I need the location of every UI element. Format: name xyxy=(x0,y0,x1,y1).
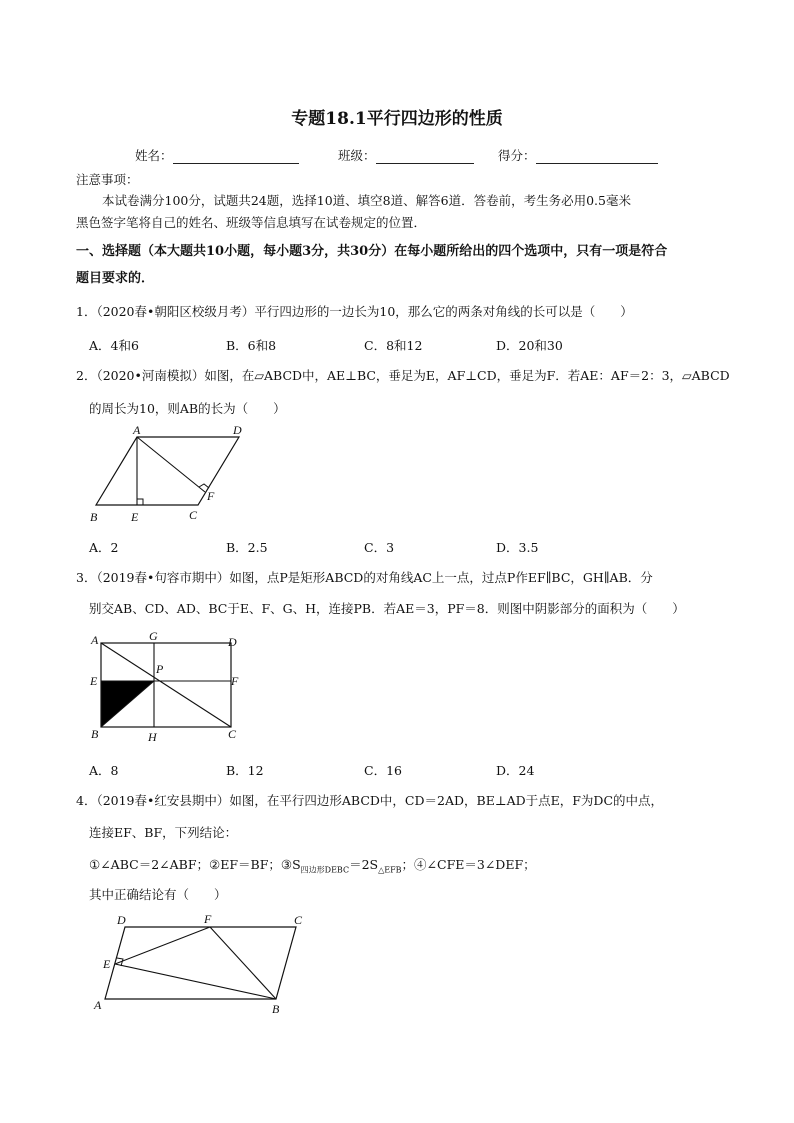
q3-option-b: B．12 xyxy=(226,763,264,778)
q4-conclusion-3-mid: ＝2S xyxy=(349,857,379,872)
q4-label-b: B xyxy=(272,1002,280,1016)
q3-figure xyxy=(82,626,252,748)
q3-label-d: D xyxy=(228,635,237,649)
q4-label-a: A xyxy=(94,998,102,1012)
score-blank xyxy=(536,149,658,164)
q1-option-b: B．6和8 xyxy=(226,338,277,353)
q4-label-f: F xyxy=(204,912,212,926)
q2-label-b: B xyxy=(90,510,98,524)
q2-label-a: A xyxy=(133,423,141,437)
q2-stem-line1: 2．（2020•河南模拟）如图，在▱ABCD中，AE⊥BC，垂足为E，AF⊥CD，垂足为F．若AE：AF＝2：3，▱ABCD xyxy=(76,368,730,383)
score-field xyxy=(498,146,658,164)
score-label: 得分： xyxy=(498,148,536,163)
q1-option-d: D．20和30 xyxy=(496,338,563,353)
q2-option-d: D．3.5 xyxy=(496,540,539,555)
q2-stem-line2: 的周长为10，则AB的长为（ ） xyxy=(89,401,286,416)
class-blank xyxy=(376,149,474,164)
q3-label-c: C xyxy=(228,727,237,741)
q3-label-e: E xyxy=(90,674,98,688)
name-blank xyxy=(173,149,299,164)
q4-conclusion-1: ①∠ABC＝2∠ABF； xyxy=(89,857,210,872)
q4-conclusion-3-pre: ③S xyxy=(280,857,301,872)
name-field xyxy=(135,146,299,164)
q2-segment-af xyxy=(137,437,205,492)
q4-segment-fb xyxy=(210,927,276,999)
q4-label-c: C xyxy=(294,913,303,927)
q1-option-a: A．4和6 xyxy=(89,338,139,353)
q4-segment-eb xyxy=(115,964,276,999)
q1-stem: 1．（2020春•朝阳区校级月考）平行四边形的一边长为10，那么它的两条对角线的长可以是（ ） xyxy=(76,304,633,319)
q4-conclusion-3-sub2: △EFB xyxy=(378,865,402,875)
q4-conclusion-3-post: ； xyxy=(401,857,415,872)
q3-stem-line2: 别交AB、CD、AD、BC于E、F、G、H，连接PB．若AE＝3，PF＝8．则图中阴影部分的面积为（ ） xyxy=(89,601,685,616)
q4-conclusions xyxy=(89,855,536,881)
q2-figure xyxy=(80,420,260,530)
q4-conclusion-2: ②EF＝BF； xyxy=(209,857,281,872)
q3-label-g: G xyxy=(149,629,158,643)
q2-label-f: F xyxy=(207,489,215,503)
q2-parallelogram xyxy=(96,437,239,505)
q2-option-b: B．2.5 xyxy=(226,540,268,555)
q4-question: 其中正确结论有（ ） xyxy=(89,887,227,902)
notice-line1: 本试卷满分100分，试题共24题，选择10道、填空8道、解答6道．答卷前，考生务必用0.5毫米 xyxy=(102,193,631,208)
name-label: 姓名： xyxy=(135,148,173,163)
section-heading-cont: 题目要求的． xyxy=(76,271,155,286)
q2-label-c: C xyxy=(189,508,198,522)
notice-heading: 注意事项： xyxy=(76,172,139,187)
q3-label-f: F xyxy=(231,674,239,688)
q4-conclusion-3-sub1: 四边形DEBC xyxy=(300,865,350,875)
class-field xyxy=(338,146,474,164)
q4-stem-line2: 连接EF、BF，下列结论： xyxy=(89,825,238,840)
q2-label-e: E xyxy=(131,510,139,524)
section-heading: 一、选择题（本大题共10小题，每小题3分，共30分）在每小题所给出的四个选项中，只有一项是符合 xyxy=(76,244,668,259)
q4-conclusion-4: ④∠CFE＝3∠DEF； xyxy=(414,857,536,872)
q3-label-a: A xyxy=(91,633,99,647)
q2-right-angle-e xyxy=(137,499,143,505)
q4-parallelogram xyxy=(105,927,296,999)
q4-label-e: E xyxy=(103,957,111,971)
q4-figure xyxy=(88,908,318,1020)
q2-right-angle-f xyxy=(199,484,209,488)
q1-option-c: C．8和12 xyxy=(364,338,423,353)
class-label: 班级： xyxy=(338,148,376,163)
q3-option-a: A．8 xyxy=(89,763,119,778)
q2-option-c: C．3 xyxy=(364,540,395,555)
q3-label-p: P xyxy=(156,662,164,676)
q2-label-d: D xyxy=(233,423,242,437)
notice-line2: 黑色签字笔将自己的姓名、班级等信息填写在试卷规定的位置． xyxy=(76,215,427,230)
q2-option-a: A．2 xyxy=(89,540,119,555)
q3-option-c: C．16 xyxy=(364,763,402,778)
q4-label-d: D xyxy=(117,913,126,927)
q3-label-b: B xyxy=(91,727,99,741)
q3-stem-line1: 3．（2019春•句容市期中）如图，点P是矩形ABCD的对角线AC上一点，过点P作EF∥BC，GH∥AB．分 xyxy=(76,570,653,585)
q3-option-d: D．24 xyxy=(496,763,535,778)
q4-stem-line1: 4．（2019春•红安县期中）如图，在平行四边形ABCD中，CD＝2AD，BE⊥AD于点E，F为DC的中点， xyxy=(76,793,664,808)
q3-label-h: H xyxy=(148,730,157,744)
q4-segment-ef xyxy=(115,927,210,964)
page-title: 专题18.1平行四边形的性质 xyxy=(291,109,503,129)
